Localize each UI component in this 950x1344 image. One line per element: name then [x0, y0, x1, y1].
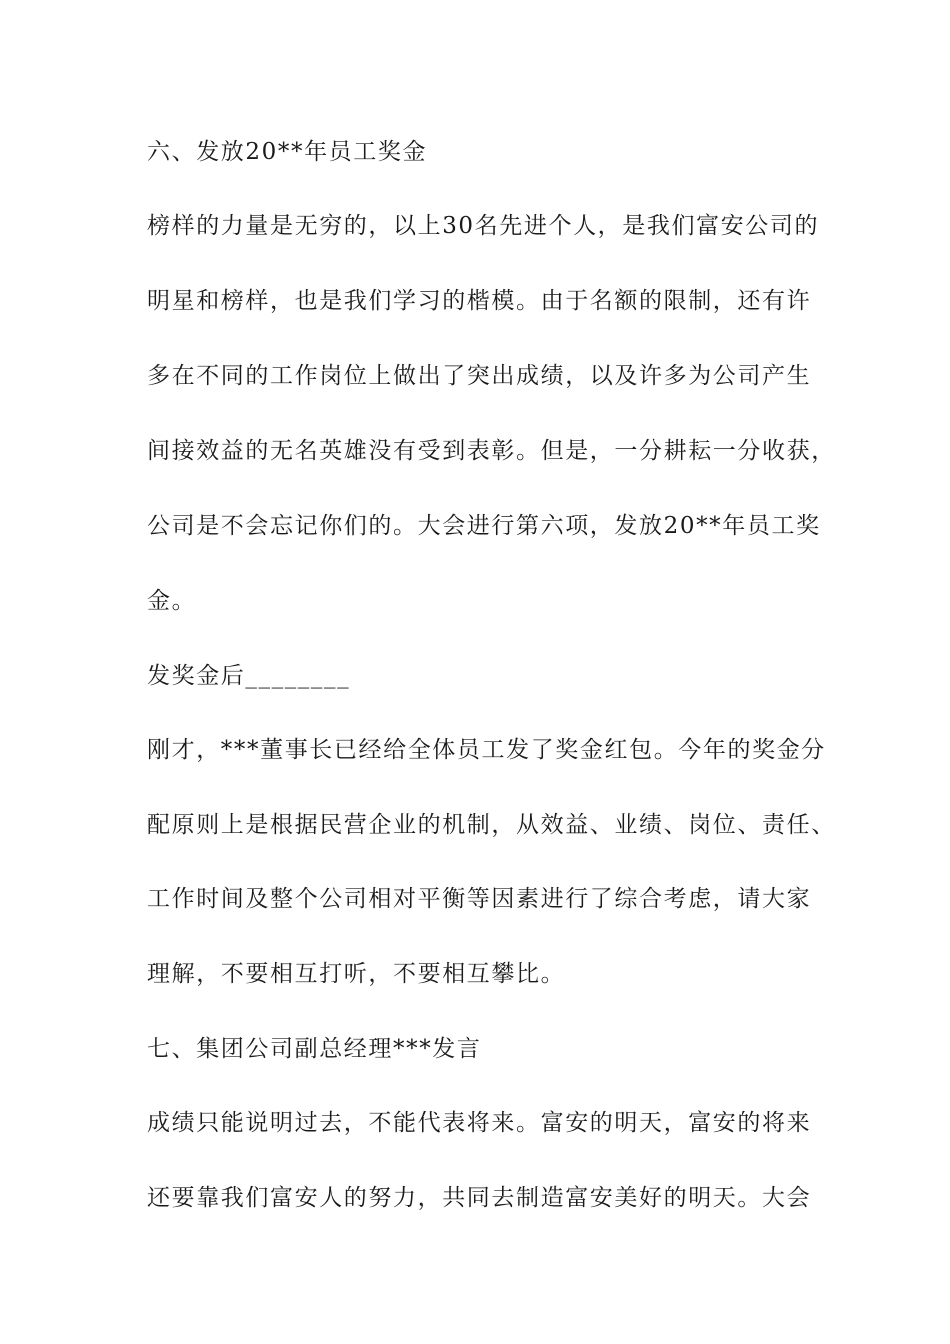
paragraph-line: 公司是不会忘记你们的。大会进行第六项，发放20**年员工奖: [147, 513, 821, 539]
paragraph-line: 配原则上是根据民营企业的机制，从效益、业绩、岗位、责任、: [147, 812, 836, 838]
heading-section-seven: 七、集团公司副总经理***发言: [147, 1036, 482, 1062]
subheading-after-bonus: 发奖金后________: [147, 663, 351, 689]
paragraph-line: 工作时间及整个公司相对平衡等因素进行了综合考虑，请大家: [147, 886, 812, 912]
paragraph-line: 多在不同的工作岗位上做出了突出成绩，以及许多为公司产生: [147, 363, 812, 389]
paragraph-line: 金。: [147, 588, 197, 614]
paragraph-line: 理解，不要相互打听，不要相互攀比。: [147, 961, 566, 987]
heading-section-six: 六、发放20**年员工奖金: [147, 139, 428, 165]
paragraph-line: 间接效益的无名英雄没有受到表彰。但是，一分耕耘一分收获，: [147, 438, 836, 464]
paragraph-line: 明星和榜样，也是我们学习的楷模。由于名额的限制，还有许: [147, 288, 812, 314]
paragraph-line: 刚才，***董事长已经给全体员工发了奖金红包。今年的奖金分: [147, 737, 826, 763]
paragraph-line: 榜样的力量是无穷的，以上30名先进个人，是我们富安公司的: [147, 213, 820, 239]
paragraph-line: 成绩只能说明过去，不能代表将来。富安的明天，富安的将来: [147, 1110, 812, 1136]
paragraph-line: 还要靠我们富安人的努力，共同去制造富安美好的明天。大会: [147, 1185, 812, 1211]
